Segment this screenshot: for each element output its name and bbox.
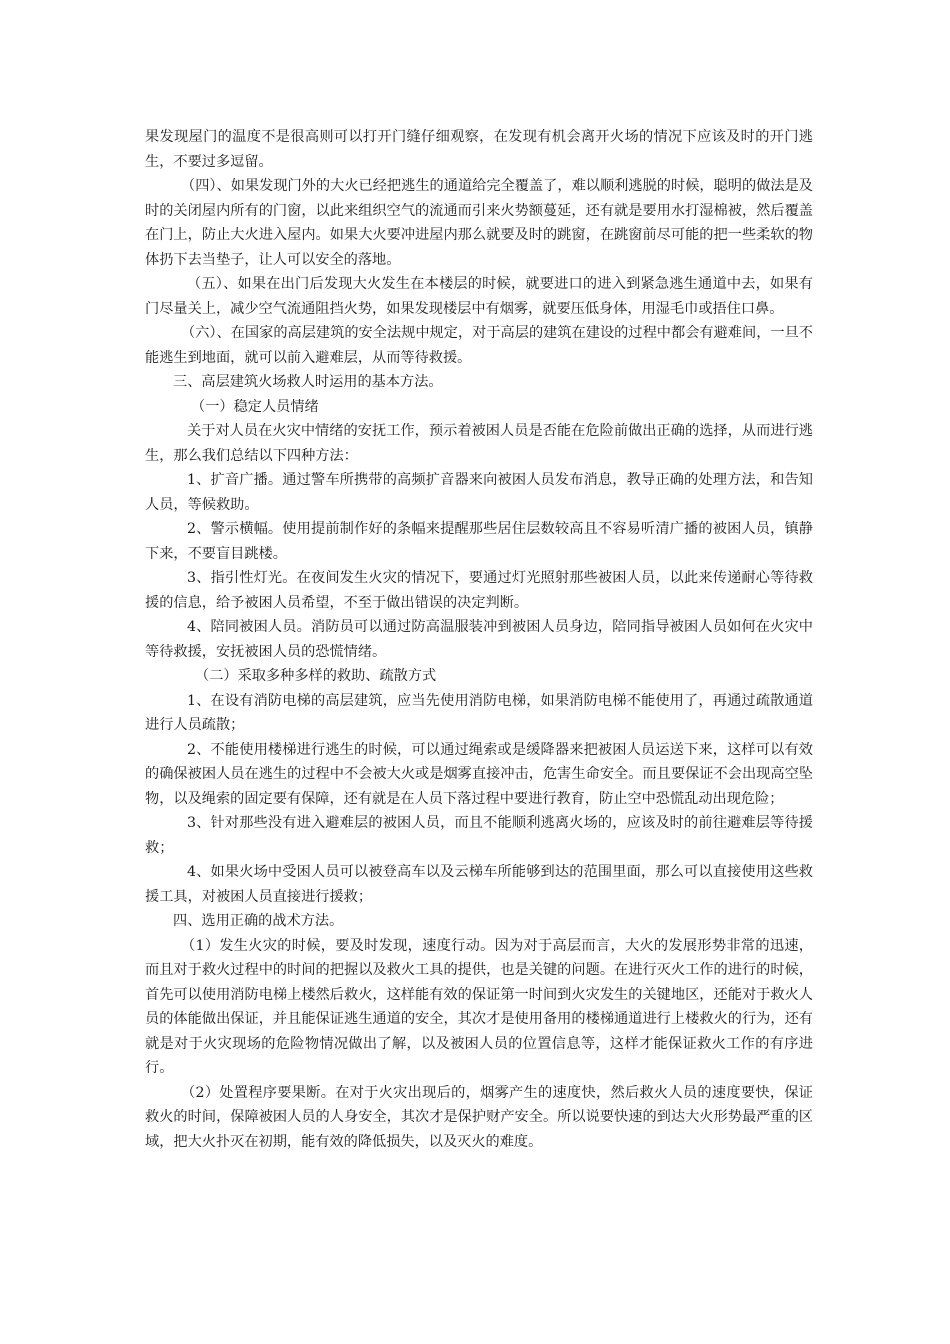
rescue-item-1: 1、在设有消防电梯的高层建筑，应当先使用消防电梯，如果消防电梯不能使用了，再通过疏散通道进行人员疏散； (145, 692, 813, 733)
paragraph-item-4: （四）、如果发现门外的大火已经把逃生的通道给完全覆盖了，难以顺利逃脱的时候，聪明的做法是及时的关闭屋内所有的门窗，以此来组织空气的流通而引来火势额蔓延，还有就是要用水打湿棉被，然后覆盖在门上，防止大火进入屋内。如果大火要冲进屋内那么就要及时的跳窗，在跳窗前尽可能的把一些柔软的物体扔下去当垫子，让人可以安全的落地。 (145, 178, 813, 268)
paragraph-item-5: （五）、如果在出门后发现大火发生在本楼层的时候，就要进口的进入到紧急逃生通道中去，如果有门尽量关上，减少空气流通阻挡火势，如果发现楼层中有烟雾，就要压低身体，用湿毛巾或捂住口鼻。 (145, 276, 813, 317)
method-item-3: 3、指引性灯光。在夜间发生火灾的情况下，要通过灯光照射那些被困人员，以此来传递耐心等待救援的信息，给予被困人员希望，不至于做出错误的决定判断。 (145, 570, 813, 611)
rescue-item-3: 3、针对那些没有进入避难层的被困人员，而且不能顺利逃离火场的，应该及时的前往避难层等待援救； (145, 815, 813, 856)
paragraph-continuation: 果发现屋门的温度不是很高则可以打开门缝仔细观察，在发现有机会离开火场的情况下应该及时的开门逃生，不要过多逗留。 (145, 129, 813, 170)
method-item-1: 1、扩音广播。通过警车所携带的高频扩音器来向被困人员发布消息，教导正确的处理方法，和告知人员，等候救助。 (145, 472, 813, 513)
document-page (145, 125, 813, 1154)
subsection-heading-2: （二）采取多种多样的救助、疏散方式 (195, 668, 437, 684)
tactic-item-2: （2）处置程序要果断。在对于火灾出现后的，烟雾产生的速度快，然后救火人员的速度要快，保证救火的时间，保障被困人员的人身安全，其次才是保护财产安全。所以说要快速的到达大火形势最严重的区域，把大火扑灭在初期，能有效的降低损失，以及灭火的难度。 (145, 1084, 813, 1150)
section-heading-3: 三、高层建筑火场救人时运用的基本方法。 (173, 374, 443, 390)
rescue-item-2: 2、不能使用楼梯进行逃生的时候，可以通过绳索或是缓降器来把被困人员运送下来，这样可以有效的确保被困人员在逃生的过程中不会被大火或是烟雾直接冲击，危害生命安全。而且要保证不会出现高空坠物，以及绳索的固定要有保障，还有就是在人员下落过程中要进行教育，防止空中恐慌乱动出现危险； (145, 741, 813, 807)
subsection-heading-1: （一）稳定人员情绪 (191, 398, 319, 415)
rescue-item-4: 4、如果火场中受困人员可以被登高车以及云梯车所能够到达的范围里面，那么可以直接使用这些救援工具，对被困人员直接进行援救； (145, 864, 813, 905)
paragraph-item-6: （六）、在国家的高层建筑的安全法规中规定，对于高层的建筑在建设的过程中都会有避难间，一旦不能逃生到地面，就可以前入避难层，从而等待救援。 (145, 325, 813, 366)
tactic-item-1: （1）发生火灾的时候，要及时发现，速度行动。因为对于高层而言，大火的发展形势非常的迅速，而且对于救火过程中的时间的把握以及救火工具的提供，也是关键的问题。在进行灭火工作的进行的时候，首先可以使用消防电梯上楼然后救火，这样能有效的保证第一时间到火灾发生的关键地区，还能对于救火人员的体能做出保证，并且能保证逃生通道的安全，其次才是使用备用的楼梯通道进行上楼救火的行为，还有就是对于火灾现场的危险物情况做出了解，以及被困人员的位置信息等，这样才能保证救火工作的有序进行。 (145, 937, 813, 1076)
section-heading-4: 四、选用正确的战术方法。 (173, 913, 344, 929)
method-item-2: 2、警示横幅。使用提前制作好的条幅来提醒那些居住层数较高且不容易听清广播的被困人员，镇静下来，不要盲目跳楼。 (145, 521, 813, 562)
paragraph-intro: 关于对人员在火灾中情绪的安抚工作，预示着被困人员是否能在危险前做出正确的选择，从而进行逃生，那么我们总结以下四种方法： (145, 423, 813, 464)
method-item-4: 4、陪同被困人员。消防员可以通过防高温服装冲到被困人员身边，陪同指导被困人员如何在火灾中等待救援，安抚被困人员的恐慌情绪。 (145, 619, 813, 660)
